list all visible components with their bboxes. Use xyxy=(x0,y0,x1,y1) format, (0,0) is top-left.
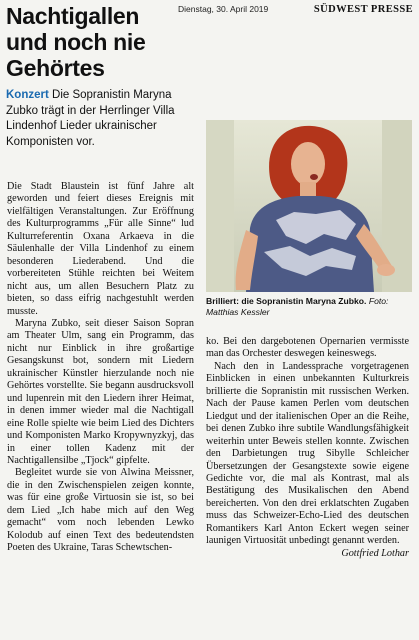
caption-text: Brilliert: die Sopranistin Maryna Zubko. xyxy=(206,296,367,306)
author-byline: Gottfried Lothar xyxy=(341,547,409,559)
photo-caption xyxy=(206,296,412,318)
photo-credit: Foto: Matthias Kessler xyxy=(206,296,389,317)
article-column-1 xyxy=(7,181,194,555)
lead-text: Die Sopranistin Maryna Zubko trägt in der Herrlinger Villa Lindenhof Lieder ukrainischer Komponisten vor. xyxy=(6,89,175,148)
article-column-2 xyxy=(206,336,409,560)
singer-photo xyxy=(206,120,412,292)
paragraph: Nach den in Landessprache vorgetragenen Einblicken in einen unbekannten Kulturkreis brillierte die Sopranistin mit russischen Werken. Nach der Pause kamen Perlen vom deutschen Liedgut und der italienischen Oper an die Reihe, bei denen Zubko ihre subtile Wandlungsfähigkeit weiterhin unter Beweis stellen konnte. Zwischen den Darbietungen trug Sibylle Schleicher Übersetzungen der Gesangstexte sowie eigene Gedichte vor, die mal als Kontrast, mal als Bestätigung des Musikalischen den Abend bereicherten. Von den drei erklatschten Zugaben muss das Schweizer-Echo-Lied des deutschen Romantikers Karl Anton Eckert wegen seiner launigen Virtuosität unbedingt genannt werden. xyxy=(206,360,409,547)
singer-illustration xyxy=(206,120,412,292)
article-headline: Nachtigallen und noch nie Gehörtes xyxy=(6,3,146,81)
paragraph: Die Stadt Blaustein ist fünf Jahre alt geworden und feiert dieses Ereignis mit vielfältigen Veranstaltungen. Zur Eröffnung des Kulturprogramms „Für alle Sinne“ lud Kulturreferentin Oxana Arkaeva in die Säulenhalle der Villa Lindenhof zu einem besonderen Liederabend. Und die vorbereiteten Stühle reichten bei Weitem nicht aus, um allen Besuchern Platz zu bieten, so dass eifrig nachgestuhlt werden musste. xyxy=(7,181,194,317)
paragraph: Maryna Zubko, seit dieser Saison Sopran am Theater Ulm, sang ein Programm, das nicht nur Einblick in ihre großartige Gesangskunst bot, sondern mit Liedern ukrainischer Künstler hierzulande noch nie Gehörtes vorstellte. Sie begann ausdrucksvoll und lupenrein mit den Liedern ihrer Heimat, in denen immer wieder mal die Nachtigall eine Rolle spielte wie beim Lied des Dichters und Komponisten Marko Kropywnyzkyj, das in einer tollen Kadenz mit der Nachtigallensilbe „Tjock“ gipfelte. xyxy=(7,317,194,466)
paragraph: ko. Bei den dargebotenen Opernarien vermisste man das Orchester deswegen keineswegs. xyxy=(206,336,409,360)
kicker: Konzert xyxy=(6,89,49,101)
paragraph: Begleitet wurde sie von Alwina Meissner, die in den Zwischenspielen zeigen konnte, was für eine große Virtuosin sie ist, so bei dem Lied „Ich habe mich auf den Weg gemacht“ vom noch lebenden Lewko Kolodub auf einen Text des bedeutendsten Poeten des Ukraine, Taras Schewtschen- xyxy=(7,467,194,554)
article-lead xyxy=(6,88,186,150)
publication-name: SÜDWEST PRESSE xyxy=(313,4,413,15)
article-date: Dienstag, 30. April 2019 xyxy=(178,4,269,14)
